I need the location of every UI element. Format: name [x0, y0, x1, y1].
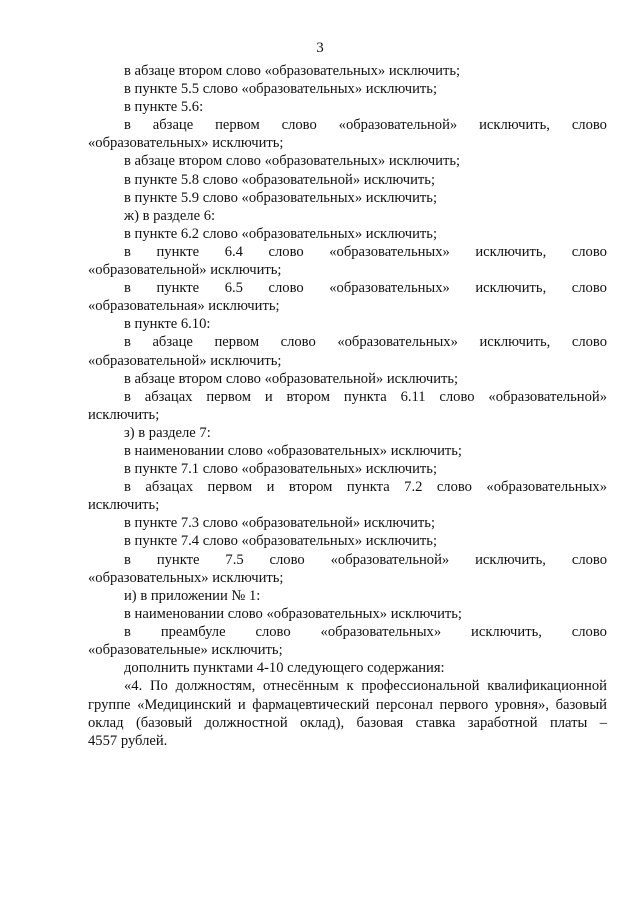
word: «образовательных»: [320, 623, 442, 640]
word: и: [264, 388, 273, 405]
text-line: «образовательной» исключить;: [88, 352, 282, 369]
word: в: [124, 551, 131, 568]
word: слово: [281, 117, 317, 134]
word: в: [124, 479, 131, 496]
word: 7.5: [225, 551, 244, 568]
word: слово: [280, 334, 316, 351]
text-line: [88, 478, 607, 496]
word: первого: [439, 696, 489, 713]
word: втором: [288, 479, 333, 496]
word: слово: [571, 117, 607, 134]
text-line: «образовательная» исключить;: [88, 298, 280, 315]
word: исключить,: [479, 334, 551, 351]
amendment-lines: [88, 62, 607, 677]
word: абзацах: [145, 479, 194, 496]
word: исключить,: [479, 117, 550, 134]
text-line: [88, 551, 607, 569]
word: пункта: [346, 479, 390, 496]
word: уровня»,: [494, 696, 549, 713]
word: первом: [207, 479, 253, 496]
word: «образовательной»: [338, 117, 458, 134]
text-line: «образовательные» исключить;: [88, 642, 283, 658]
text-line: [88, 116, 607, 134]
word: заработной: [467, 714, 538, 731]
word: пункта: [343, 388, 387, 405]
word: пункте: [156, 243, 200, 260]
word: «образовательной»: [488, 388, 607, 405]
word: и: [237, 696, 246, 713]
word: в: [124, 623, 131, 640]
word: к: [346, 678, 354, 695]
page-number: 3: [316, 40, 324, 56]
word: в: [124, 388, 131, 405]
text-line: в пункте 6.2 слово «образовательных» исключить;: [124, 225, 438, 242]
word: слово: [439, 388, 475, 405]
word: и: [266, 479, 275, 496]
text-line: в пункте 7.3 слово «образовательной» исключить;: [124, 515, 436, 532]
text-line: в пункте 7.4 слово «образовательных» исключить;: [124, 533, 438, 550]
paragraph-line: [88, 696, 607, 714]
word: профессиональной: [361, 678, 480, 695]
text-line: дополнить пунктами 4-10 следующего содержания:: [124, 660, 445, 677]
word: платы: [549, 714, 588, 731]
word: втором: [286, 388, 331, 405]
word: группе: [88, 696, 131, 713]
text-line: и) в приложении № 1:: [124, 587, 261, 604]
word: 6.5: [224, 280, 243, 297]
word: слово: [571, 623, 607, 640]
text-line: исключить;: [88, 406, 160, 423]
text-line: [88, 243, 607, 261]
word: слово: [571, 280, 607, 297]
text-line: в пункте 5.9 слово «образовательных» исключить;: [124, 189, 438, 206]
word: 6.4: [224, 243, 243, 260]
word: «Медицинский: [137, 696, 232, 713]
text-line: в пункте 5.6:: [124, 99, 204, 116]
word: слово: [269, 551, 305, 568]
word: фармацевтический: [252, 696, 370, 713]
word: должностям,: [175, 678, 256, 695]
word: в: [124, 117, 131, 134]
word: исключить,: [471, 623, 542, 640]
paragraph-line: [88, 714, 607, 732]
text-line: в наименовании слово «образовательных» исключить;: [124, 442, 462, 459]
text-line: в наименовании слово «образовательных» исключить;: [124, 605, 462, 622]
word: 7.2: [404, 479, 423, 496]
text-line: в пункте 5.5 слово «образовательных» исключить;: [124, 81, 438, 98]
word: «образовательной»: [330, 551, 450, 568]
word: пункте: [156, 280, 200, 297]
word: абзаце: [152, 334, 193, 351]
paragraph-line: [88, 677, 607, 695]
word: По: [150, 678, 168, 695]
word: отнесённым: [263, 678, 339, 695]
word: (базовый: [135, 714, 193, 731]
word: слово: [571, 334, 607, 351]
text-line: [88, 279, 607, 297]
word: преамбуле: [160, 623, 226, 640]
text-line: [88, 623, 607, 641]
word: ставка: [415, 714, 456, 731]
closing-paragraph: [88, 677, 607, 751]
text-line: «образовательных» исключить;: [88, 135, 284, 152]
word: должностной: [204, 714, 288, 731]
word: 6.11: [400, 388, 426, 405]
word: слово: [571, 243, 607, 260]
text-line: в абзаце втором слово «образовательных» исключить;: [124, 63, 461, 79]
text-line: «образовательных» исключить;: [88, 569, 284, 586]
word: слово: [436, 479, 472, 496]
text-line: ж) в разделе 6:: [124, 207, 216, 224]
text-line: в пункте 7.1 слово «образовательных» исключить;: [124, 461, 438, 478]
word: оклад: [88, 714, 124, 731]
word: базовая: [356, 714, 404, 731]
word: «образовательных»: [329, 280, 450, 297]
word: «образовательных»: [329, 243, 450, 260]
word: первом: [215, 117, 260, 134]
word: «4.: [124, 678, 143, 695]
word: слово: [255, 623, 291, 640]
text-line: в абзаце втором слово «образовательных» исключить;: [124, 153, 461, 170]
word: –: [599, 714, 607, 731]
text-line: з) в разделе 7:: [124, 424, 211, 441]
word: слово: [268, 243, 304, 260]
text-line: [88, 388, 607, 406]
text-line: «образовательной» исключить;: [88, 262, 282, 279]
word: исключить,: [475, 280, 547, 297]
text-line: в пункте 6.10:: [124, 316, 211, 333]
word: слово: [571, 551, 607, 568]
word: «образовательных»: [486, 479, 607, 496]
word: оклад),: [300, 714, 345, 731]
text-line: в абзаце втором слово «образовательной» исключить;: [124, 370, 459, 387]
word: в: [124, 280, 131, 297]
paragraph-line: 4557 рублей.: [88, 733, 168, 750]
word: абзаце: [152, 117, 194, 134]
word: первом: [206, 388, 251, 405]
word: пункте: [156, 551, 200, 568]
word: исключить,: [475, 243, 547, 260]
word: абзацах: [144, 388, 193, 405]
text-line: в пункте 5.8 слово «образовательной» исключить;: [124, 171, 436, 188]
text-line: исключить;: [88, 497, 160, 514]
word: базовый: [555, 696, 607, 713]
word: квалификационной: [487, 678, 607, 695]
word: персонал: [375, 696, 433, 713]
text-line: [88, 333, 607, 351]
word: слово: [268, 280, 304, 297]
word: в: [124, 334, 131, 351]
word: исключить,: [475, 551, 546, 568]
word: «образовательных»: [337, 334, 458, 351]
word: первом: [214, 334, 260, 351]
word: в: [124, 243, 131, 260]
amendments-text: [88, 62, 607, 751]
